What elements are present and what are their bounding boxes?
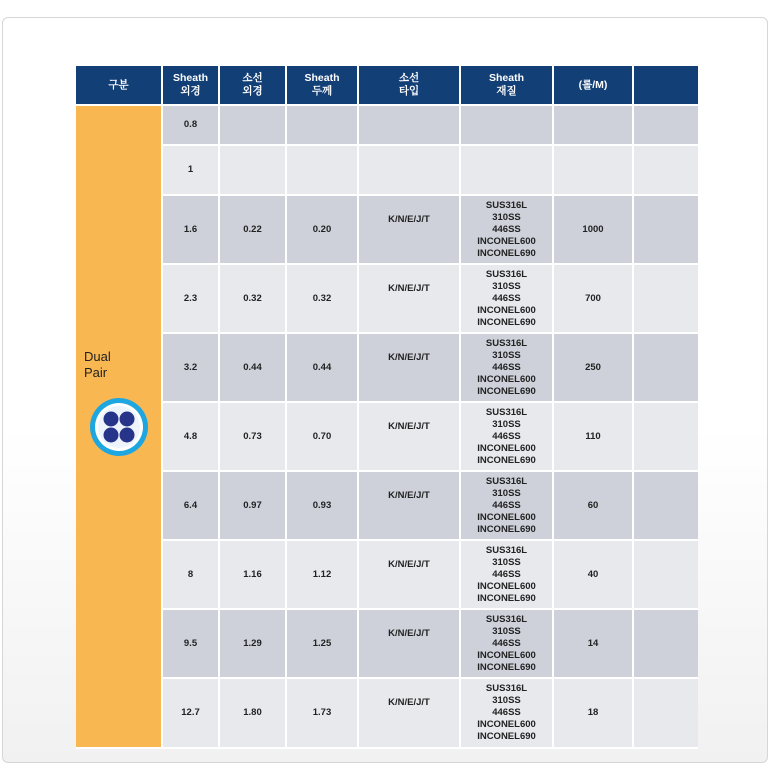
roll-length-cell: 60 (553, 471, 633, 540)
sheath-material-cell (460, 333, 553, 402)
sheath-od-cell: 0.8 (162, 105, 219, 145)
wire-od-cell: 0.32 (219, 264, 286, 333)
wire-type-cell (358, 264, 460, 333)
roll-length-cell: 110 (553, 402, 633, 471)
roll-length-cell: 40 (553, 540, 633, 609)
extra-cell (633, 471, 698, 540)
wire-od-cell: 0.22 (219, 195, 286, 264)
table-row (76, 609, 698, 678)
table-row (76, 145, 698, 195)
material-name: INCONEL690 (477, 247, 536, 259)
category-label (84, 349, 161, 381)
header-wire-od (219, 66, 286, 105)
extra-cell (633, 105, 698, 145)
wire-type-cell (358, 195, 460, 264)
material-name: SUS316L (485, 475, 528, 487)
sheath-od-cell: 12.7 (162, 678, 219, 748)
material-name: INCONEL690 (477, 454, 536, 466)
sheath-material-cell (460, 264, 553, 333)
extra-cell (633, 145, 698, 195)
table-row (76, 540, 698, 609)
sheath-thickness-cell: 1.12 (286, 540, 358, 609)
material-name: INCONEL600 (477, 719, 536, 730)
sheath-od-cell: 6.4 (162, 471, 219, 540)
table-row (76, 333, 698, 402)
sheath-material-cell (460, 471, 553, 540)
sheath-od-cell: 3.2 (162, 333, 219, 402)
sheath-od-cell: 1 (162, 145, 219, 195)
header-label: 타입 (398, 85, 420, 97)
material-name: INCONEL600 (477, 235, 536, 247)
sheath-material-cell (460, 609, 553, 678)
wire-type-text: K/N/E/J/T (388, 697, 430, 708)
table-row (76, 471, 698, 540)
roll-length-cell: 1000 (553, 195, 633, 264)
extra-cell (633, 678, 698, 748)
sheath-thickness-cell (286, 145, 358, 195)
header-wire-type (358, 66, 460, 105)
material-name: 310SS (492, 349, 521, 361)
table-row (76, 105, 698, 145)
wire-type-cell (358, 678, 460, 748)
header-label: Sheath (488, 72, 524, 84)
wire-od-cell: 0.73 (219, 402, 286, 471)
header-label: 재질 (496, 85, 517, 97)
material-name: INCONEL690 (477, 523, 536, 535)
material-name: SUS316L (485, 268, 528, 280)
material-name: 446SS (492, 292, 521, 304)
sheath-od-cell: 8 (162, 540, 219, 609)
header-extra (633, 66, 698, 105)
material-name: 446SS (492, 223, 521, 235)
material-name: 310SS (492, 625, 521, 637)
wire-type-cell (358, 402, 460, 471)
sheath-material-cell (460, 105, 553, 145)
material-name: 446SS (492, 568, 521, 580)
wire-type-text: K/N/E/J/T (388, 558, 430, 570)
table-row (76, 264, 698, 333)
sheath-od-cell: 1.6 (162, 195, 219, 264)
header-sheath-thickness (286, 66, 358, 105)
extra-cell (633, 333, 698, 402)
material-name: 446SS (492, 430, 521, 442)
content-frame (2, 17, 768, 763)
material-name: 446SS (492, 707, 521, 718)
wire-od-cell: 1.29 (219, 609, 286, 678)
table-row (76, 195, 698, 264)
material-name: INCONEL600 (477, 442, 536, 454)
roll-length-cell (553, 145, 633, 195)
header-label: 소선 (398, 72, 420, 84)
sheath-thickness-cell (286, 105, 358, 145)
sheath-thickness-cell: 1.73 (286, 678, 358, 748)
header-label: Sheath (304, 72, 340, 84)
sheath-thickness-cell: 0.20 (286, 195, 358, 264)
sheath-material-cell (460, 145, 553, 195)
material-name: 446SS (492, 637, 521, 649)
wire-type-cell (358, 145, 460, 195)
header-label: 구분 (108, 78, 129, 91)
material-name: SUS316L (485, 199, 528, 211)
table-row (76, 402, 698, 471)
sheath-thickness-cell: 0.32 (286, 264, 358, 333)
sheath-thickness-cell: 0.70 (286, 402, 358, 471)
material-name: INCONEL690 (477, 385, 536, 397)
table-row (76, 678, 698, 748)
material-name: 310SS (492, 280, 521, 292)
header-label: 외경 (242, 85, 263, 97)
sheath-material-cell (460, 540, 553, 609)
wire-od-cell: 0.97 (219, 471, 286, 540)
material-name: INCONEL600 (477, 511, 536, 523)
extra-cell (633, 402, 698, 471)
material-name: 310SS (492, 556, 521, 568)
material-name: 310SS (492, 211, 521, 223)
sheath-thickness-cell: 0.93 (286, 471, 358, 540)
extra-cell (633, 264, 698, 333)
wire-type-cell (358, 609, 460, 678)
wire-type-text: K/N/E/J/T (388, 627, 430, 639)
sheath-thickness-cell: 0.44 (286, 333, 358, 402)
header-row (76, 66, 698, 105)
wire-od-cell (219, 105, 286, 145)
category-cell (76, 105, 162, 748)
sheath-material-cell (460, 195, 553, 264)
roll-length-cell: 700 (553, 264, 633, 333)
material-name: INCONEL690 (477, 661, 536, 673)
wire-type-text: K/N/E/J/T (388, 213, 430, 225)
header-label: 외경 (180, 85, 201, 97)
roll-length-cell: 250 (553, 333, 633, 402)
header-category (76, 66, 162, 105)
material-name: INCONEL600 (477, 649, 536, 661)
wire-type-text: K/N/E/J/T (388, 420, 430, 432)
wire-type-cell (358, 540, 460, 609)
header-sheath-material (460, 66, 553, 105)
header-sheath-od (162, 66, 219, 105)
material-name: INCONEL690 (477, 592, 536, 604)
category-label-line: Dual (84, 348, 111, 364)
material-name: INCONEL690 (477, 316, 536, 328)
wire-od-cell (219, 145, 286, 195)
sheath-thickness-cell: 1.25 (286, 609, 358, 678)
wire-od-cell: 0.44 (219, 333, 286, 402)
sheath-material-cell (460, 678, 553, 748)
extra-cell (633, 195, 698, 264)
wire-type-cell (358, 471, 460, 540)
material-name: INCONEL600 (477, 304, 536, 316)
material-name: SUS316L (485, 337, 528, 349)
category-label-line: Pair (84, 364, 108, 380)
spec-table (76, 66, 698, 749)
wire-type-text: K/N/E/J/T (388, 351, 430, 363)
sheath-material-cell (460, 402, 553, 471)
material-name: 310SS (492, 418, 521, 430)
extra-cell (633, 609, 698, 678)
wire-type-cell (358, 105, 460, 145)
material-name: INCONEL600 (477, 580, 536, 592)
header-label: 두께 (311, 85, 333, 97)
wire-type-text: K/N/E/J/T (388, 489, 430, 501)
material-name: 446SS (492, 499, 521, 511)
material-name: SUS316L (485, 683, 528, 694)
wire-type-text: K/N/E/J/T (388, 282, 430, 294)
extra-cell (633, 540, 698, 609)
material-name: SUS316L (485, 544, 528, 556)
dual-pair-cable-icon (89, 397, 149, 457)
material-name: 310SS (492, 695, 521, 706)
wire-type-cell (358, 333, 460, 402)
header-label: (롤/M) (578, 78, 608, 91)
header-roll-length (553, 66, 633, 105)
material-name: SUS316L (485, 613, 528, 625)
wire-od-cell: 1.16 (219, 540, 286, 609)
roll-length-cell (553, 105, 633, 145)
material-name: 310SS (492, 487, 521, 499)
table-body (76, 105, 698, 748)
material-name: SUS316L (485, 406, 528, 418)
material-name: INCONEL690 (477, 731, 536, 742)
material-name: 446SS (492, 361, 521, 373)
roll-length-cell: 18 (553, 678, 633, 748)
sheath-od-cell: 2.3 (162, 264, 219, 333)
sheath-od-cell: 4.8 (162, 402, 219, 471)
header-label: Sheath (172, 72, 208, 84)
wire-od-cell: 1.80 (219, 678, 286, 748)
sheath-od-cell: 9.5 (162, 609, 219, 678)
roll-length-cell: 14 (553, 609, 633, 678)
header-label: 소선 (242, 72, 263, 84)
material-name: INCONEL600 (477, 373, 536, 385)
